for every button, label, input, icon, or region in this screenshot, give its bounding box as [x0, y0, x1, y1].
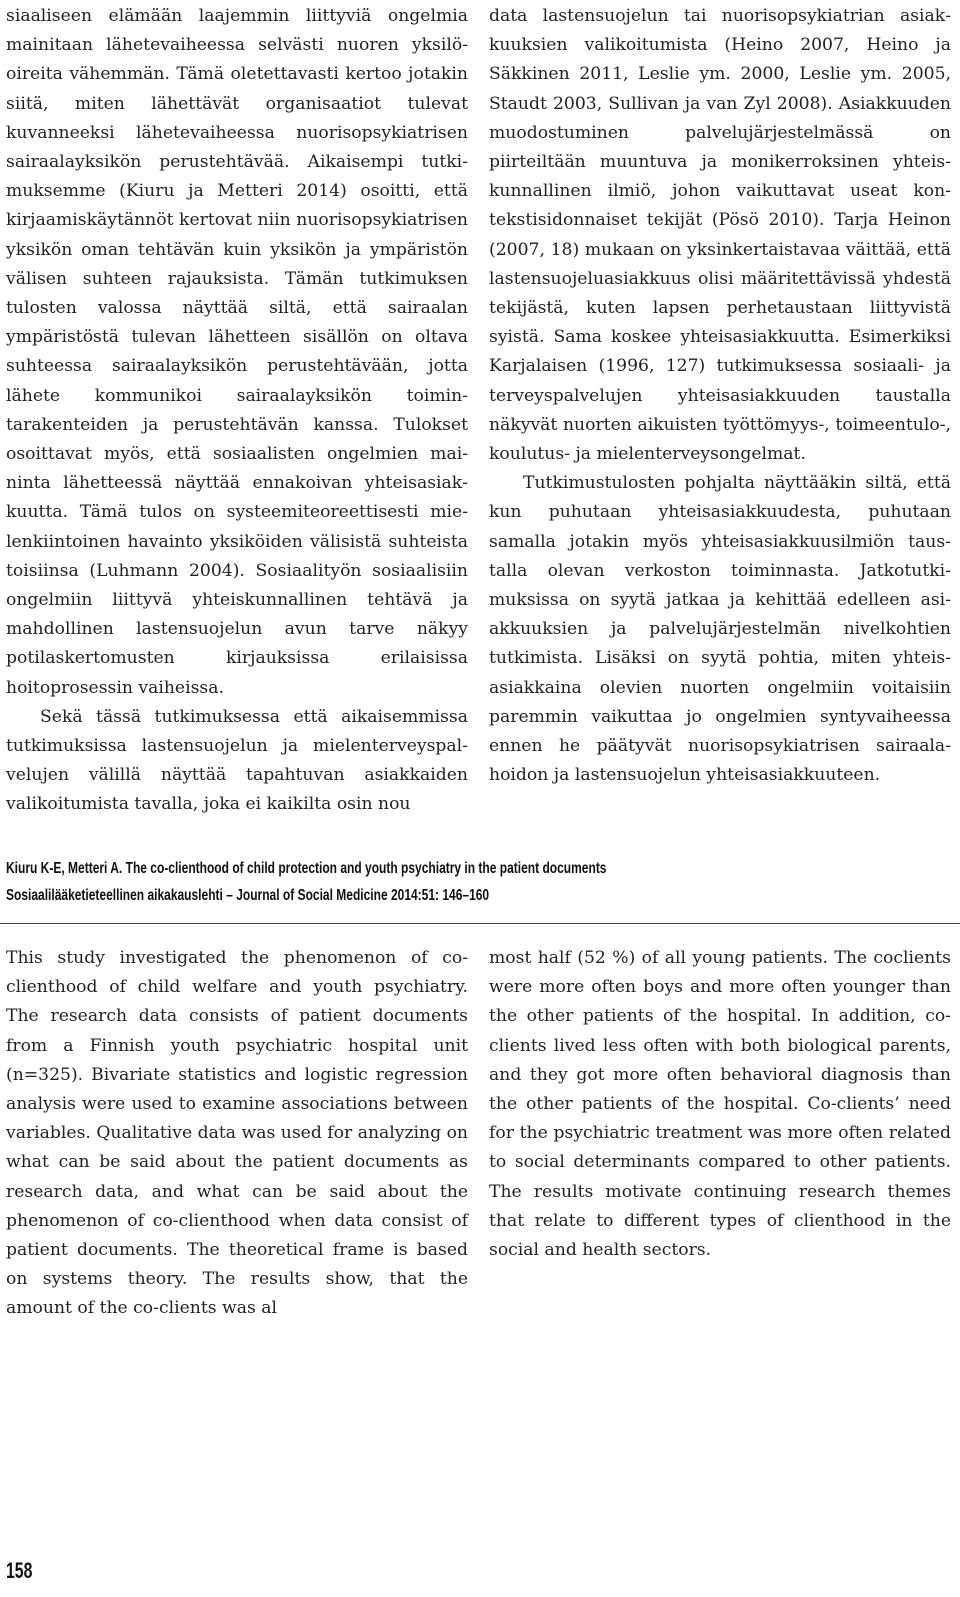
body-left-column: [6, 2, 468, 820]
abstract-paragraph: most half (52 %) of all young patients. The coclients were more often boys and more often younger than the other patients of the hospital. In addition, co-clients lived less often with both biological parents, and they got more often behavioral diagnosis than the other patients of the hospital. Co-clients’ need for the psychiatric treatment was more often related to social determinants compared to other patients. The results motivate continuing research themes that relate to different types of clienthood in the social and health sectors.: [489, 948, 951, 1261]
body-paragraph: Sekä tässä tutkimuksessa että aikaisemmissa tutkimuksissa lastensuojelun ja mielenterveyspalvelujen välillä näyttää tapahtuvan asiakkaiden valikoitumista tavalla, joka ei kaikilta osin nou: [6, 706, 468, 815]
abstract-citation-authors-title: Kiuru K-E, Metteri A. The co-clienthood of child protection and youth psychiatry in the patient documents: [6, 860, 607, 877]
section-divider: [0, 923, 960, 924]
abstract-citation-journal: Sosiaalilääketieteellinen aikakauslehti – Journal of Social Medicine 2014:51: 146–160: [6, 887, 490, 904]
body-paragraph: siaaliseen elämään laajemmin liittyviä ongelmia mainitaan lähetevaiheessa selvästi nuoren yksilöoireita vähemmän. Tämä oletettavasti kertoo jotakin siitä, miten lähettävät organisaatiot tulevat kuvanneeksi lähetevaiheessa nuorisopsykiatrisen sairaalayksikön perustehtävää. Aikaisempi tutkimuksemme (Kiuru ja Metteri 2014) osoitti, että kirjaamiskäytännöt kertovat niin nuorisopsykiatrisen yksikön oman tehtävän kuin yksikön ja ympäristön välisen suhteen rajauksista. Tämän tutkimuksen tulosten valossa näyttää siltä, että sairaalan ympäristöstä tulevan lähetteen sisällön on oltava suhteessa sairaalayksikön perustehtävään, jotta lähete kommunikoi sairaalayksikön toimintarakenteiden ja perustehtävän kanssa. Tulokset osoittavat myös, että sosiaalisten ongelmien maininta lähetteessä näyttää ennakoivan yhteisasiakkuutta. Tämä tulos on systeemiteoreettisesti mielenkiintoinen havainto yksiköiden välisistä suhteista toisiinsa (Luhmann 2004). Sosiaalityön sosiaalisiin ongelmiin liittyvä yhteiskunnallinen tehtävä ja mahdollinen lastensuojelun avun tarve näkyy potilaskertomusten kirjauksissa erilaisissa hoitoprosessin vaiheissa.: [6, 6, 468, 698]
abstract-paragraph: This study investigated the phenomenon of coclienthood of child welfare and youth psychiatry. The research data consists of patient documents from a Finnish youth psychiatric hospital unit (n=325). Bivariate statistics and logistic regression analysis were used to examine associations between variables. Qualitative data was used for analyzing on what can be said about the patient documents as research data, and what can be said about the phenomenon of co-clienthood when data consist of patient documents. The theoretical frame is based on systems theory. The results show, that the amount of the co-clients was al: [6, 948, 468, 1319]
body-right-column: [489, 2, 951, 790]
body-paragraph: data lastensuojelun tai nuorisopsykiatrian asiakkuuksien valikoitumista (Heino 2007, Heino ja Säkkinen 2011, Leslie ym. 2000, Leslie ym. 2005, Staudt 2003, Sullivan ja van Zyl 2008). Asiakkuuden muodostuminen palvelujärjestelmässä on piirteiltään muuntuva ja monikerroksinen yhteiskunnallinen ilmiö, johon vaikuttavat useat kontekstisidonnaiset tekijät (Pösö 2010). Tarja Heinon (2007, 18) mukaan on yksinkertaistavaa väittää, että lastensuojeluasiakkuus olisi määritettävissä yhdestä tekijästä, kuten lapsen perhetaustaan liittyvistä syistä. Sama koskee yhteisasiakkuutta. Esimerkiksi Karjalaisen (1996, 127) tutkimuksessa sosiaali- ja terveyspalvelujen yhteisasiakkuuden taustalla näkyvät nuorten aikuisten työttömyys-, toimeentulo-, koulutus- ja mielenterveysongelmat.: [489, 6, 951, 465]
page-number: 158: [6, 1558, 33, 1583]
abstract-left-column: [6, 944, 468, 1324]
body-paragraph: Tutkimustulosten pohjalta näyttääkin siltä, että kun puhutaan yhteisasiakkuudesta, puhutaan samalla jotakin myös yhteisasiakkuusilmiön taustalla olevan verkoston toiminnasta. Jatkotutkimuksissa on syytä jatkaa ja kehittää edelleen asiakkuuksien ja palvelujärjestelmän nivelkohtien tutkimista. Lisäksi on syytä pohtia, miten yhteisasiakkaina olevien nuorten ongelmiin voitaisiin paremmin vaikuttaa jo ongelmien syntyvaiheessa ennen he päätyvät nuorisopsykiatrisen sairaalahoidon ja lastensuojelun yhteisasiakkuuteen.: [489, 473, 951, 786]
abstract-right-column: [489, 944, 951, 1265]
